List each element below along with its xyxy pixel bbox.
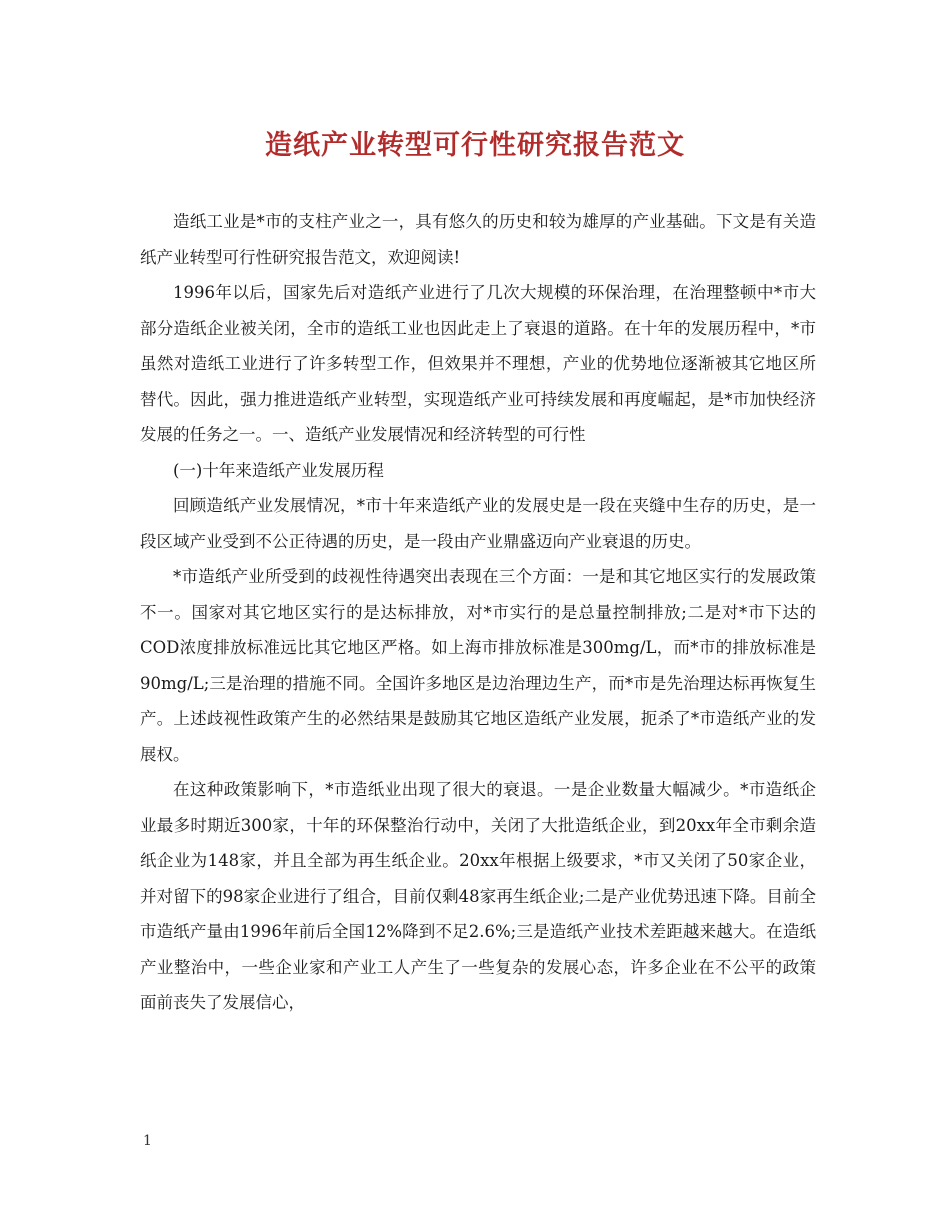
paragraph-intro: 造纸工业是*市的支柱产业之一，具有悠久的历史和较为雄厚的产业基础。下文是有关造纸产业转型可行性研究报告范文，欢迎阅读! xyxy=(140,212,816,267)
paragraph-policy: *市造纸产业所受到的歧视性待遇突出表现在三个方面：一是和其它地区实行的发展政策不一。国家对其它地区实行的是达标排放，对*市实行的是总量控制排放;二是对*市下达的COD浓度排放标准远比其它地区严格。如上海市排放标准是300mg/L，而*市的排放标准是90mg/L;三是治理的措施不同。全国许多地区是边治理边生产，而*市是先治理达标再恢复生产。上述歧视性政策产生的必然结果是鼓励其它地区造纸产业发展，扼杀了*市造纸产业的发展权。 xyxy=(140,567,816,764)
document-title: 造纸产业转型可行性研究报告范文 xyxy=(265,130,685,161)
section-heading: (一)十年来造纸产业发展历程 xyxy=(173,460,384,480)
page-number: 1 xyxy=(143,1133,152,1149)
document-body xyxy=(140,204,816,1021)
paragraph-decline: 在这种政策影响下，*市造纸业出现了很大的衰退。一是企业数量大幅减少。*市造纸企业最多时期近300家，十年的环保整治行动中，关闭了大批造纸企业，到20xx年全市剩余造纸企业为148家，并且全部为再生纸企业。20xx年根据上级要求，*市又关闭了50家企业，并对留下的98家企业进行了组合，目前仅剩48家再生纸企业;二是产业优势迅速下降。目前全市造纸产量由1996年前后全国12%降到不足2.6%;三是造纸产业技术差距越来越大。在造纸产业整治中，一些企业家和产业工人产生了一些复杂的发展心态，许多企业在不公平的政策面前丧失了发展信心， xyxy=(140,780,816,1012)
paragraph-review: 回顾造纸产业发展情况，*市十年来造纸产业的发展史是一段在夹缝中生存的历史，是一段区域产业受到不公正待遇的历史，是一段由产业鼎盛迈向产业衰退的历史。 xyxy=(140,496,816,551)
paragraph-background: 1996年以后，国家先后对造纸产业进行了几次大规模的环保治理，在治理整顿中*市大部分造纸企业被关闭，全市的造纸工业也因此走上了衰退的道路。在十年的发展历程中，*市虽然对造纸工业进行了许多转型工作，但效果并不理想，产业的优势地位逐渐被其它地区所替代。因此，强力推进造纸产业转型，实现造纸产业可持续发展和再度崛起，是*市加快经济发展的任务之一。一、造纸产业发展情况和经济转型的可行性 xyxy=(140,283,816,444)
